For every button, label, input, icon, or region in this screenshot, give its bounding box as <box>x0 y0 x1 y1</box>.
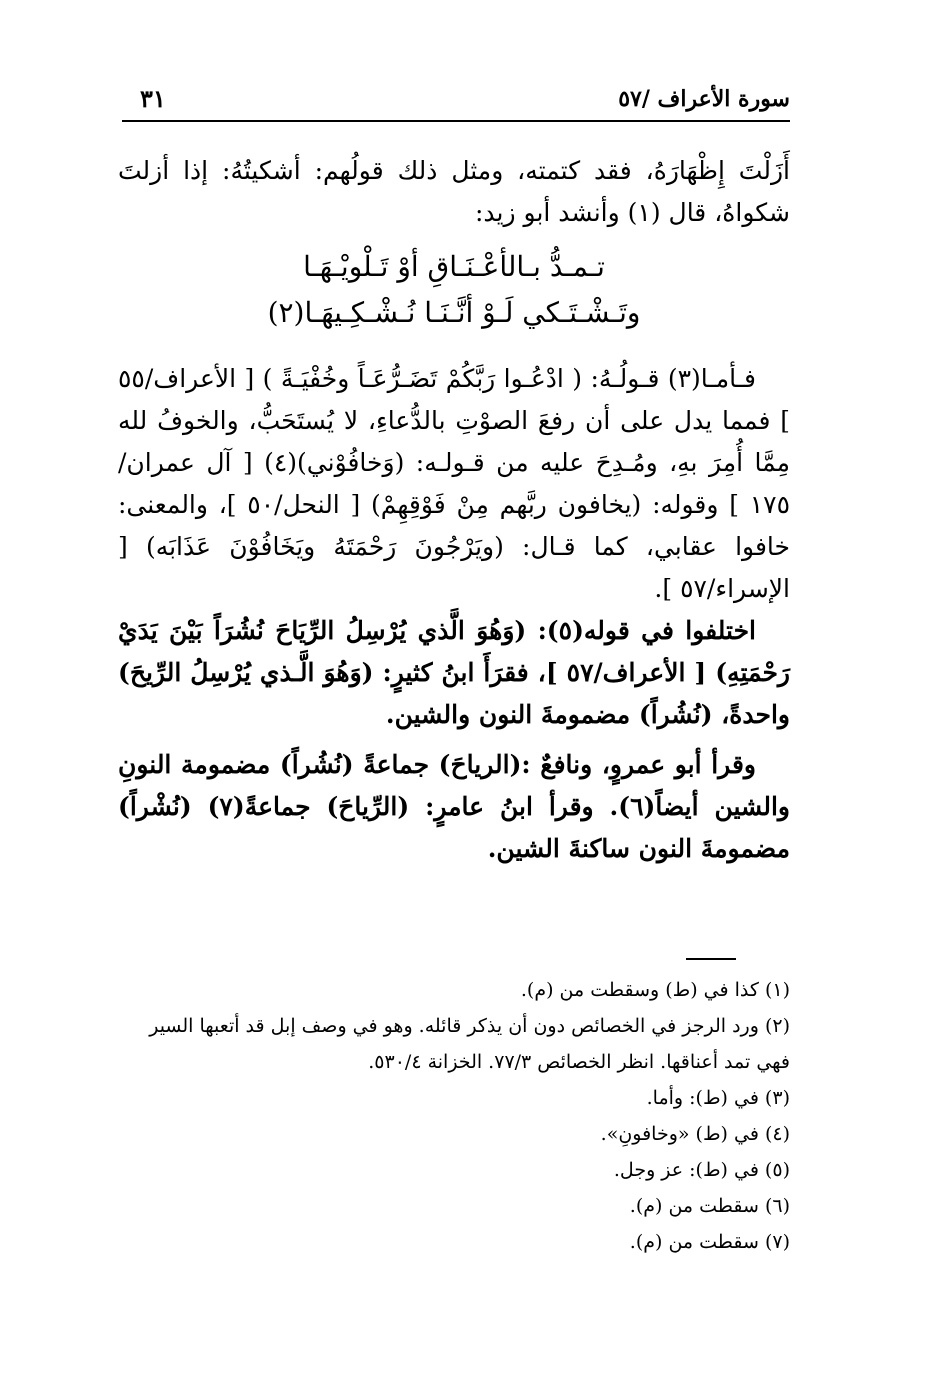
footnotes <box>118 972 790 1260</box>
paragraph-1: أَزَلْتَ إِظْهَارَهُ، فقد كتمته، ومثل ذلك قولُهم: أشكيتُهُ: إذا أزلتَ شكواهُ، قال (١) وأنشد أبو زيد: <box>118 156 790 227</box>
page-header <box>122 82 790 122</box>
footnote-7: (٧) سقطت من (م). <box>629 1231 790 1253</box>
footnote-3: (٣) في (ط): وأما. <box>646 1087 790 1109</box>
paragraph-4: وقرأ أبو عمروٍ، ونافعٌ :(الرياحَ) جماعةً (نُشُراً) مضمومة النونِ والشين أيضاً(٦). وقرأ ابنُ عامرٍ: (الرِّياحَ) جماعةً(٧) (نُشْراً) مضمومةَ النون ساكنةَ الشين. <box>118 750 790 863</box>
paragraph-3: اختلفوا في قوله(٥): (وَهُوَ الَّذي يُرْسِلُ الرِّيَاحَ نُشُرَاً بَيْنَ يَدَيْ رَحْمَتِهِ) [ الأعراف/٥٧ ]، فقرَأَ ابنُ كثيرٍ: (وَهُوَ الَّـذي يُرْسِلُ الرِّيحَ) واحدةً، (نُشُراً) مضمومةَ النون والشين. <box>118 616 790 729</box>
footnote-5: (٥) في (ط): عز وجل. <box>613 1159 790 1181</box>
paragraph-2: فـأمـا(٣) قـولُـهُ: ( ادْعُـوا رَبَّكُمْ تَضَـرُّعَـاً وخُفْيَـةً ) [ الأعراف/٥٥ ] فمما يدل على أن رفعَ الصوْتِ بالدُّعاءِ، لا يُستَحَبُّ، والخوفُ لله مِمَّا أُمِرَ بهِ، ومُـدِحَ عليه من قـولـه: (وَخافُوْني)(٤) [ آل عمران/١٧٥ ] وقوله: (يخافون ربَّهم مِنْ فَوْقِهِمْ) [ النحل/٥٠ ]، والمعنى: خافوا عقابي، كما قـال: (ويَرْجُونَ رَحْمَتَهُ ويَخَافُوْنَ عَذَابَه) [ الإسراء/٥٧ ]. <box>118 364 791 603</box>
page-number: ٣١ <box>140 84 166 113</box>
main-text <box>118 150 790 870</box>
surah-title: سورة الأعراف /٥٧ <box>618 86 790 112</box>
footnote-6: (٦) سقطت من (م). <box>629 1195 790 1217</box>
footnote-separator <box>686 958 736 960</box>
poem-line-2: وتَـشْـتَـكي لَـوْ أنَّـنَـا نُـشْـكِـيهَـا(٢) <box>267 296 641 329</box>
footnote-2: (٢) ورد الرجز في الخصائص دون أن يذكر قائله. وهو في وصف إبل قد أتعبها السير فهي تمد أعناقها. انظر الخصائص ٧٧/٣. الخزانة ٥٣٠/٤. <box>149 1015 790 1073</box>
poem-line-1: تـمـدُّ بـالأعْـنَـاقِ أوْ تَـلْويْـهَـا <box>303 250 605 283</box>
poem <box>118 244 790 336</box>
footnote-1: (١) كذا في (ط) وسقطت من (م). <box>520 979 790 1001</box>
footnote-4: (٤) في (ط) «وخافونِ». <box>600 1123 790 1145</box>
